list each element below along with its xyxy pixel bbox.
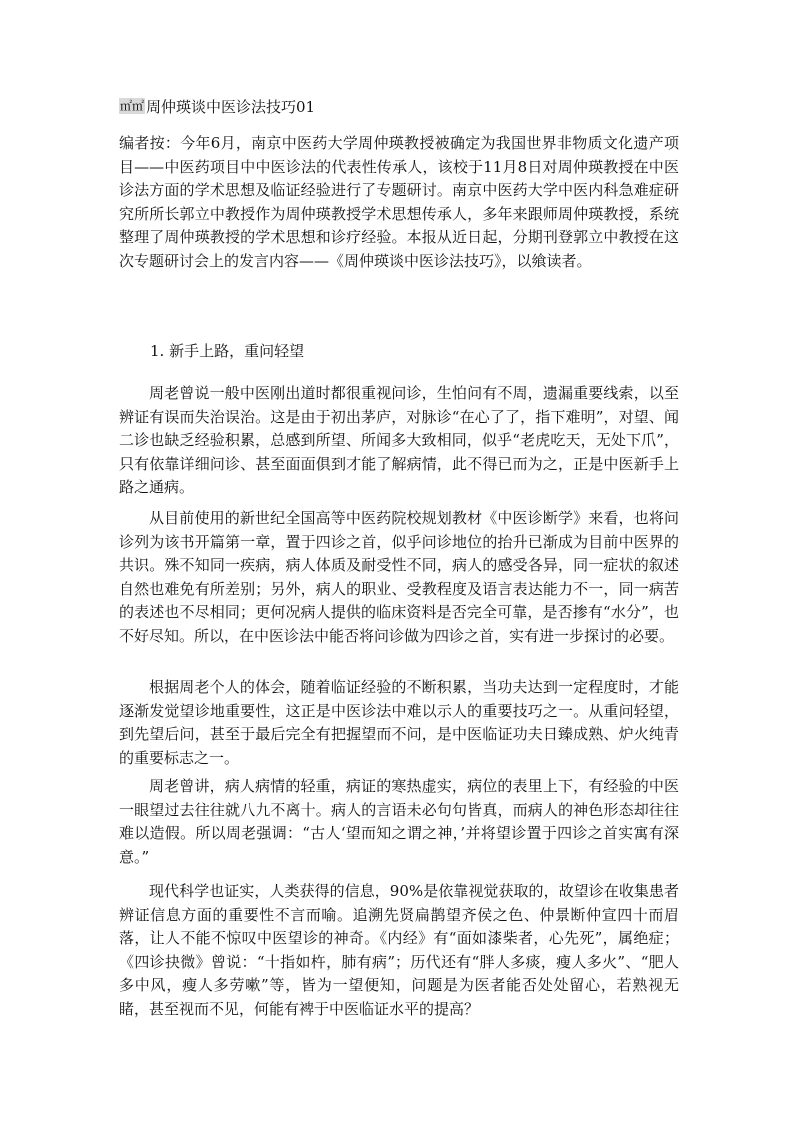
body-paragraph: 周老曾讲，病人病情的轻重，病证的寒热虚实，病位的表里上下，有经验的中医一眼望过去往往就八九不离十。病人的言语未必句句皆真，而病人的神色形态却往往难以造假。所以周老强调：“古人‘望而知之谓之神，’并将望诊置于四诊之首实寓有深意。” [119, 777, 679, 866]
body-paragraph: 现代科学也证实，人类获得的信息，90%是依靠视觉获取的，故望诊在收集患者辨证信息方面的重要性不言而喻。追溯先贤扁鹊望齐侯之色、仲景断仲宣四十而眉落，让人不能不惊叹中医望诊的神奇。《内经》有“面如漆柴者，心先死”，属绝症；《四诊抉微》曾说：“十指如杵，肺有病”；历代还有“胖人多痰，瘦人多火”、“肥人多中风，瘦人多劳嗽”等，皆为一望便知，问题是为医者能否处处留心，若熟视无睹，甚至视而不见，何能有裨于中医临证水平的提高？ [119, 882, 679, 1018]
body-paragraph: 周老曾说一般中医刚出道时都很重视问诊，生怕问有不周，遗漏重要线索，以至辨证有误而失治误治。这是由于初出茅庐，对脉诊“在心了了，指下难明”，对望、闻二诊也缺乏经验积累，总感到所望、所闻多大致相同，似乎“老虎吃天，无处下爪”，只有依靠详细问诊、甚至面面俱到才能了解病情，此不得已而为之，正是中医新手上路之通病。 [119, 384, 679, 496]
body-paragraph: 根据周老个人的体会，随着临证经验的不断积累，当功夫达到一定程度时，才能逐渐发觉望诊地重要性，这正是中医诊法中难以示人的重要技巧之一。从重问轻望，到先望后问，甚至于最后完全有把握望而不问，是中医临证功夫日臻成熟、炉火纯青的重要标志之一。 [119, 678, 679, 767]
section-heading: 1. 新手上路，重问轻望 [150, 342, 305, 360]
document-title [119, 96, 315, 118]
title-text: 周仲瑛谈中医诊法技巧01 [146, 98, 316, 116]
editor-note: 编者按：今年6月，南京中医药大学周仲瑛教授被确定为我国世界非物质文化遗产项目——中医药项目中中医诊法的代表性传承人，该校于11月8日对周仲瑛教授在中医诊法方面的学术思想及临证经验进行了专题研讨。南京中医药大学中医内科急难症研究所所长郭立中教授作为周仲瑛教授学术思想传承人，多年来跟师周仲瑛教授，系统整理了周仲瑛教授的学术思想和诊疗经验。本报从近日起，分期刊登郭立中教授在这次专题研讨会上的发言内容——《周仲瑛谈中医诊法技巧》，以飨读者。 [119, 134, 679, 270]
title-mark: ㎡㎡ [120, 99, 145, 113]
body-paragraph: 从目前使用的新世纪全国高等中医药院校规划教材《中医诊断学》来看，也将问诊列为该书开篇第一章，置于四诊之首，似乎问诊地位的抬升已渐成为目前中医界的共识。殊不知同一疾病，病人体质及耐受性不同，病人的感受各异，同一症状的叙述自然也难免有所差别；另外，病人的职业、受教程度及语言表达能力不一，同一病苦的表述也不尽相同；更何况病人提供的临床资料是否完全可靠，是否掺有“水分”，也不好尽知。所以，在中医诊法中能否将问诊做为四诊之首，实有进一步探讨的必要。 [119, 509, 679, 645]
